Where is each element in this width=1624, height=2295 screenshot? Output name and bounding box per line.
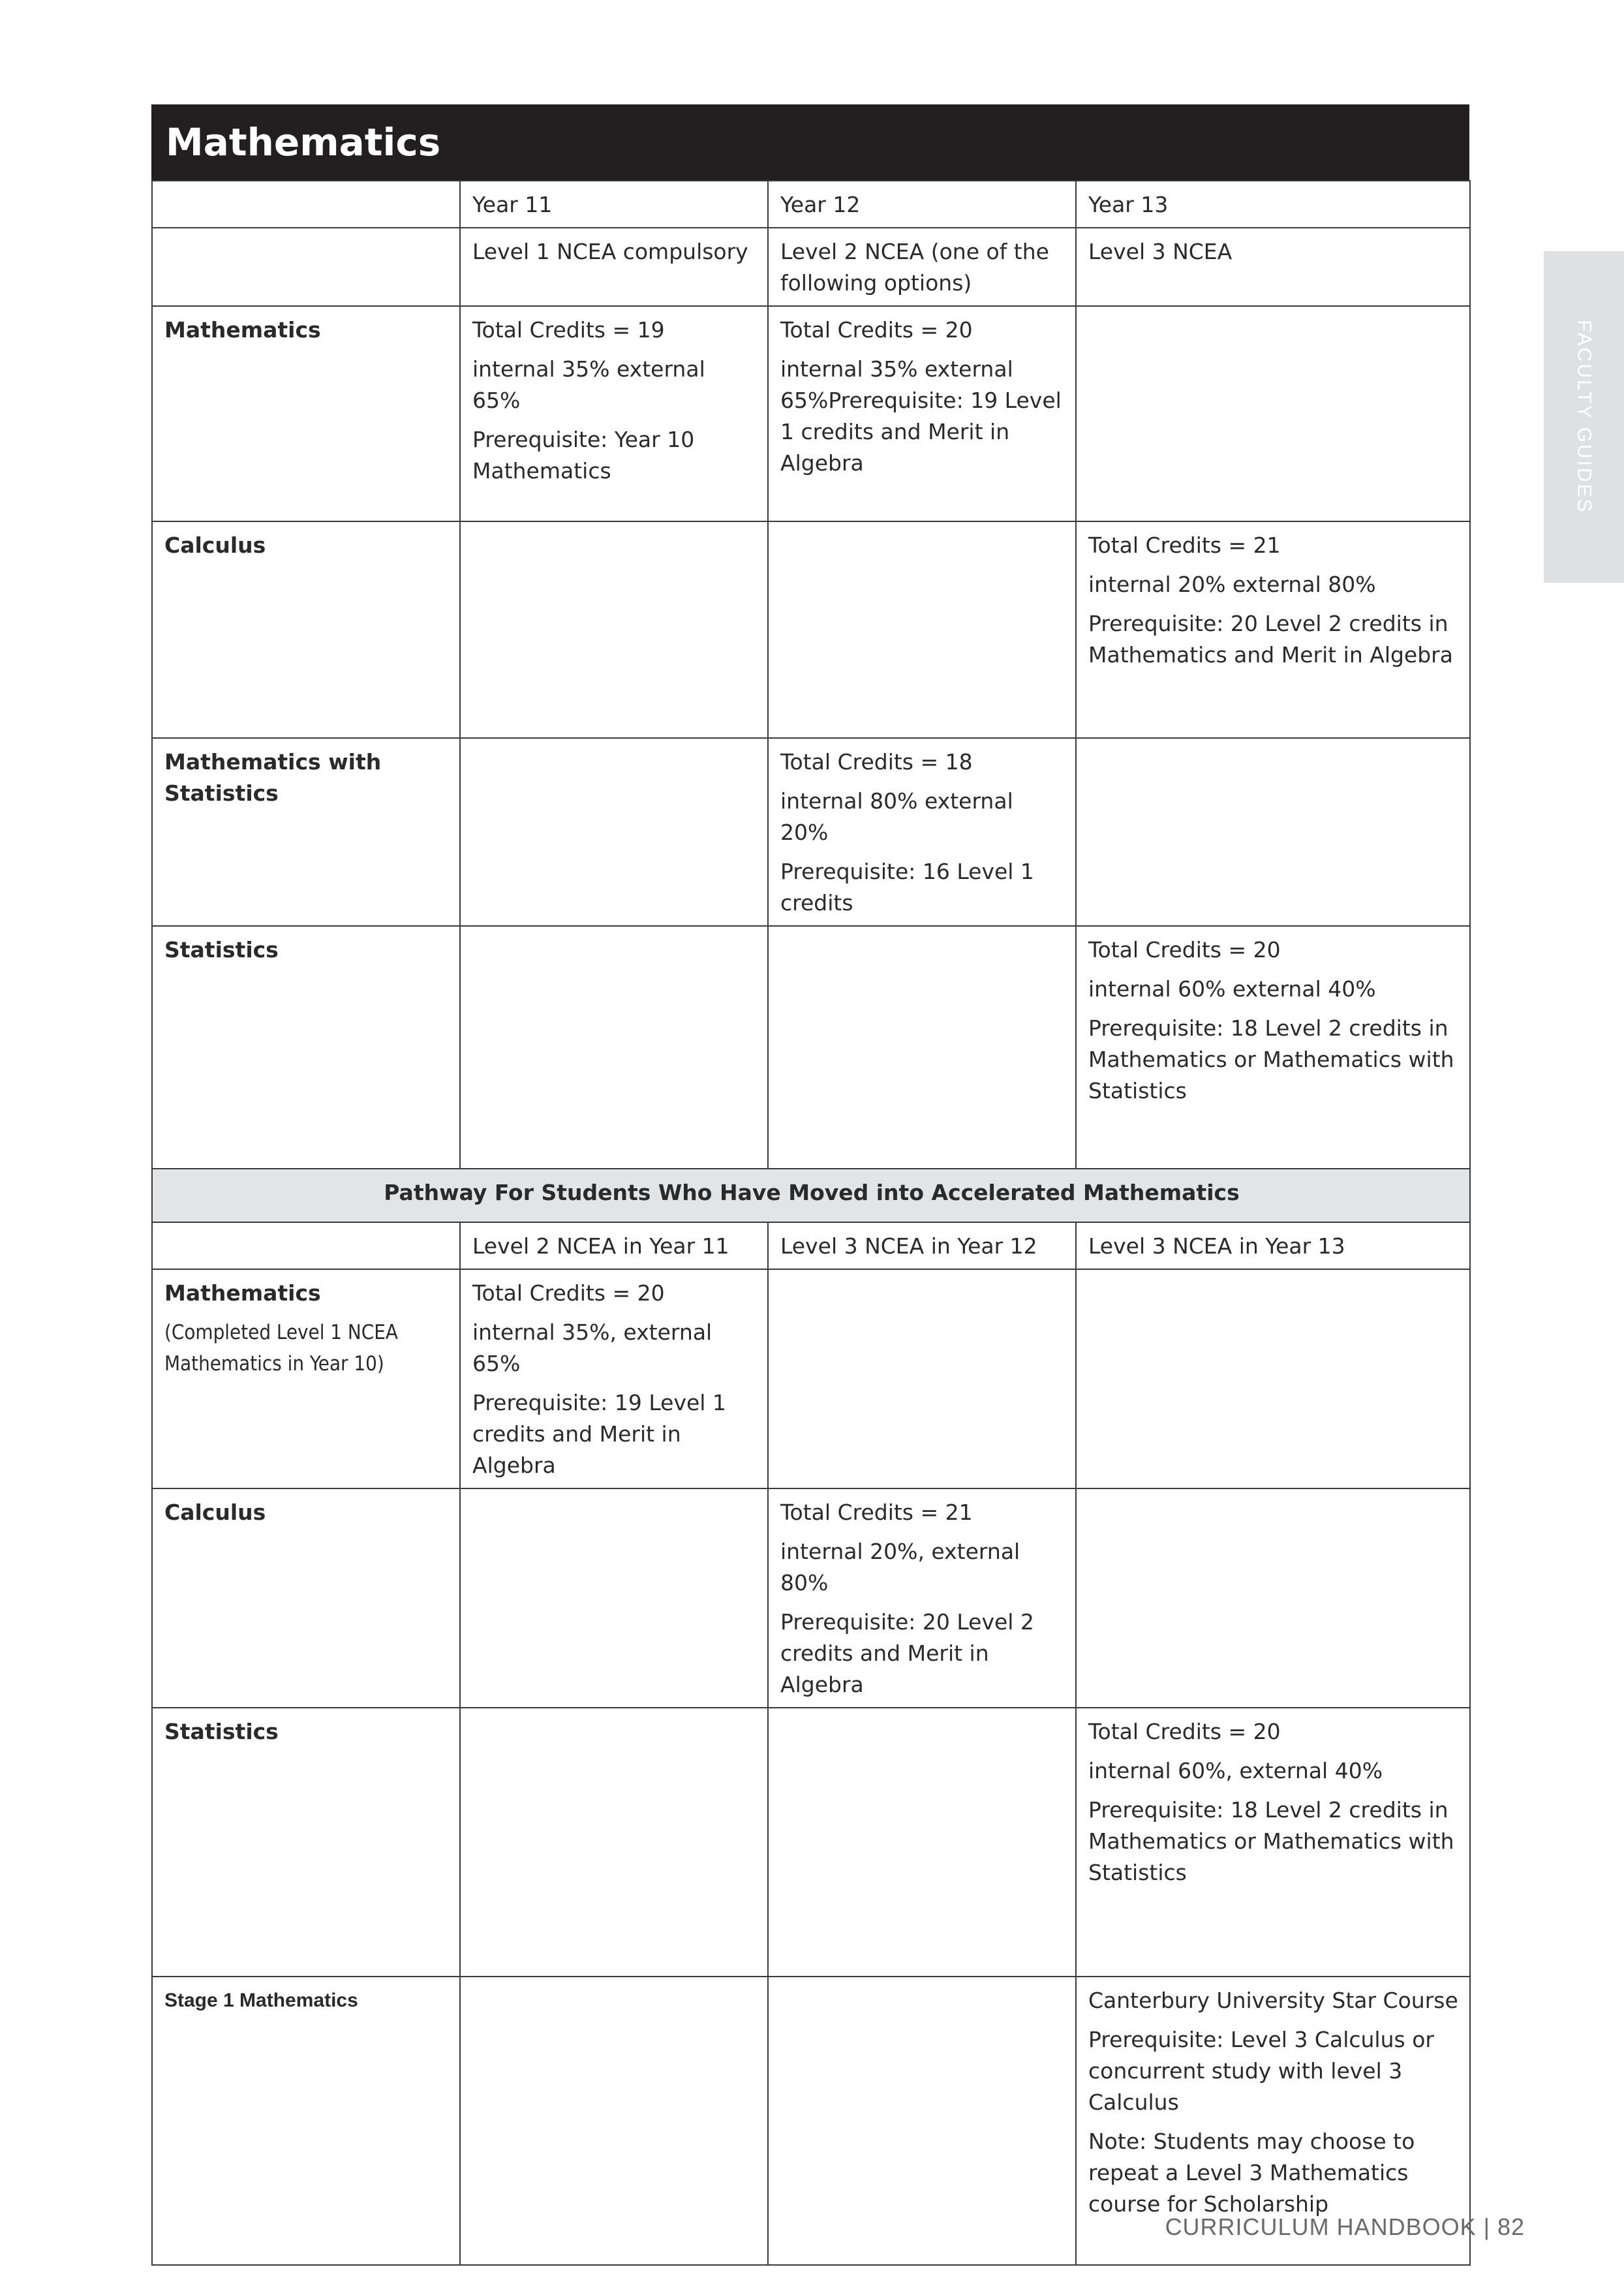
prerequisite-text: Prerequisite: 16 Level 1 credits — [780, 859, 1034, 916]
accelerated-pathway-title: Pathway For Students Who Have Moved into Accelerated Mathematics — [152, 1169, 1470, 1222]
subject-cell: Mathematics with Statistics — [152, 738, 460, 926]
note-text: Note: Students may choose to repeat a Level 3 Mathematics course for Scholarship — [1088, 2129, 1415, 2217]
year11-cell — [460, 306, 768, 521]
column-header: Year 11 — [460, 181, 768, 228]
year12-cell — [768, 738, 1076, 926]
year12-cell — [768, 1269, 1076, 1488]
course-name-text: Canterbury University Star Course — [1088, 1988, 1458, 2013]
year12-cell — [768, 1708, 1076, 1977]
page-title: Mathematics — [166, 120, 441, 164]
prerequisite-text: Prerequisite: 18 Level 2 credits in Mathematics or Mathematics with Statistics — [1088, 1797, 1454, 1885]
side-tab-label: FACULTY GUIDES — [1573, 320, 1595, 514]
table-row — [152, 1269, 1470, 1488]
subject-name: Mathematics — [164, 1280, 321, 1306]
year13-cell — [1076, 306, 1470, 521]
prerequisite-text: Prerequisite: Level 3 Calculus or concurrent study with level 3 Calculus — [1088, 2027, 1434, 2115]
corner-cell — [152, 1222, 460, 1269]
table-row — [152, 1488, 1470, 1708]
year13-cell — [1076, 1488, 1470, 1708]
prerequisite-text: Prerequisite: 20 Level 2 credits and Merit in Algebra — [780, 1609, 1034, 1697]
assessment-split-text: internal 35%, external 65% — [472, 1319, 712, 1376]
assessment-split-text: internal 20% external 80% — [1088, 572, 1376, 597]
subject-cell: Mathematics — [152, 306, 460, 521]
side-tab — [1544, 251, 1624, 583]
level-header: Level 2 NCEA (one of the following options) — [768, 228, 1076, 306]
subject-note: (Completed Level 1 NCEA Mathematics in Year 10) — [164, 1321, 398, 1376]
subject-cell — [152, 1269, 460, 1488]
table-row — [152, 521, 1470, 738]
credits-text: Total Credits = 18 — [780, 749, 973, 775]
corner-cell — [152, 181, 460, 228]
page-footer: CURRICULUM HANDBOOK | 82 — [1165, 2213, 1525, 2240]
prerequisite-text: Prerequisite: 19 Level 1 credits and Merit in Algebra — [472, 1390, 726, 1478]
credits-text: Total Credits = 21 — [1088, 532, 1281, 558]
year-header-row — [152, 181, 1470, 228]
level-header: Level 3 NCEA in Year 13 — [1076, 1222, 1470, 1269]
credits-text: Total Credits = 20 — [1088, 937, 1281, 963]
year13-cell — [1076, 521, 1470, 738]
column-header: Year 12 — [768, 181, 1076, 228]
year11-cell — [460, 1977, 768, 2265]
subject-cell: Statistics — [152, 926, 460, 1169]
level-header: Level 1 NCEA compulsory — [460, 228, 768, 306]
year12-cell — [768, 306, 1076, 521]
credits-text: Total Credits = 20 — [780, 317, 973, 343]
credits-text: Total Credits = 21 — [780, 1500, 973, 1525]
assessment-split-text: internal 35% external 65% — [472, 356, 705, 413]
subject-cell: Stage 1 Mathematics — [152, 1977, 460, 2265]
corner-cell — [152, 228, 460, 306]
prerequisite-text: Prerequisite: 18 Level 2 credits in Mathematics or Mathematics with Statistics — [1088, 1015, 1454, 1103]
year13-cell — [1076, 738, 1470, 926]
column-header: Year 13 — [1076, 181, 1470, 228]
year13-cell — [1076, 926, 1470, 1169]
year12-cell — [768, 926, 1076, 1169]
year13-cell — [1076, 1269, 1470, 1488]
accelerated-level-row — [152, 1222, 1470, 1269]
year11-cell — [460, 738, 768, 926]
assessment-split-text: internal 80% external 20% — [780, 788, 1013, 845]
prerequisite-text: Prerequisite: Year 10 Mathematics — [472, 427, 695, 484]
table-row — [152, 1708, 1470, 1977]
level-header-row — [152, 228, 1470, 306]
assessment-split-text: internal 60% external 40% — [1088, 976, 1376, 1002]
year11-cell — [460, 1488, 768, 1708]
table-row — [152, 926, 1470, 1169]
accelerated-band-row — [152, 1169, 1470, 1222]
subject-cell: Calculus — [152, 521, 460, 738]
year11-cell — [460, 1708, 768, 1977]
year12-cell — [768, 521, 1076, 738]
year12-cell — [768, 1488, 1076, 1708]
year13-cell — [1076, 1708, 1470, 1977]
credits-text: Total Credits = 20 — [472, 1280, 665, 1306]
assessment-split-text: internal 20%, external 80% — [780, 1539, 1020, 1595]
subject-cell: Calculus — [152, 1488, 460, 1708]
level-header: Level 3 NCEA in Year 12 — [768, 1222, 1076, 1269]
level-header: Level 3 NCEA — [1076, 228, 1470, 306]
prerequisite-text: Prerequisite: 20 Level 2 credits in Mathematics and Merit in Algebra — [1088, 611, 1453, 668]
level-header: Level 2 NCEA in Year 11 — [460, 1222, 768, 1269]
year11-cell — [460, 521, 768, 738]
credits-text: Total Credits = 20 — [1088, 1719, 1281, 1744]
year11-cell — [460, 1269, 768, 1488]
table-row — [152, 306, 1470, 521]
year11-cell — [460, 926, 768, 1169]
page-title-bar — [151, 104, 1469, 180]
assessment-split-text: internal 60%, external 40% — [1088, 1758, 1383, 1783]
credits-text: Total Credits = 19 — [472, 317, 665, 343]
mathematics-pathway-table — [151, 180, 1471, 2266]
table-row — [152, 738, 1470, 926]
assessment-prerequisite-text: internal 35% external 65%Prerequisite: 19 Level 1 credits and Merit in Algebra — [780, 356, 1062, 476]
subject-cell: Statistics — [152, 1708, 460, 1977]
year12-cell — [768, 1977, 1076, 2265]
